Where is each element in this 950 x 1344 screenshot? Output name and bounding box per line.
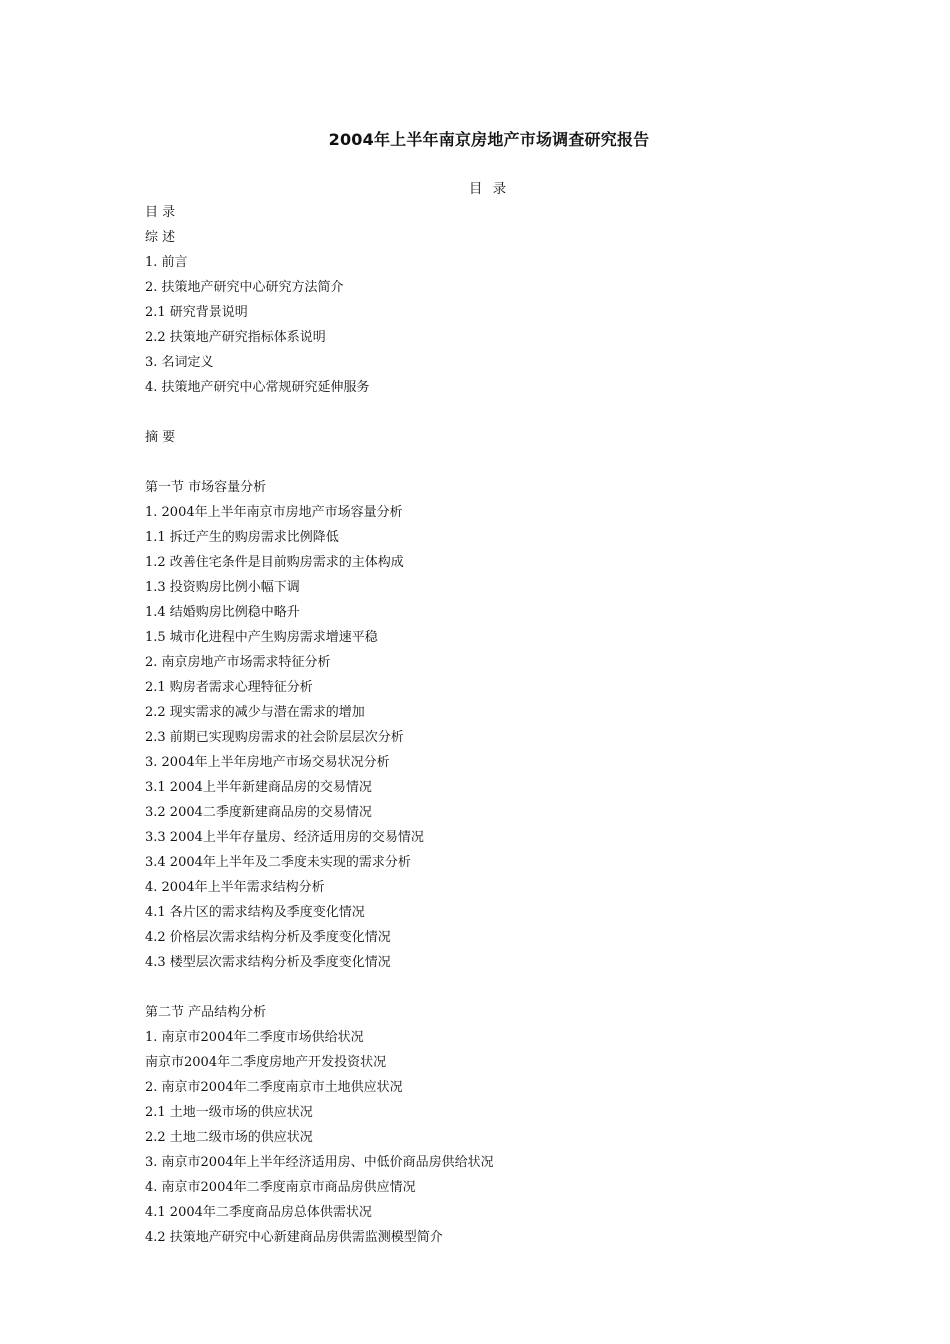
toc-line: 4.1 2004年二季度商品房总体供需状况 [145,1205,372,1220]
toc-group-summary [145,428,845,453]
toc-line: 3.2 2004二季度新建商品房的交易情况 [145,805,372,820]
toc-line: 2.1 购房者需求心理特征分析 [145,680,313,695]
toc-line: 1. 南京市2004年二季度市场供给状况 [145,1030,364,1045]
toc-line: 2.1 研究背景说明 [145,305,248,320]
toc-line: 2.2 扶策地产研究指标体系说明 [145,330,326,345]
toc-line: 摘 要 [145,430,176,445]
spacer [145,978,845,1003]
toc-group-section2 [145,1003,845,1253]
toc-line: 4. 南京市2004年二季度南京市商品房供应情况 [145,1180,416,1195]
toc-group-intro [145,203,845,403]
toc-line: 3. 2004年上半年房地产市场交易状况分析 [145,755,390,770]
toc-line: 2. 南京市2004年二季度南京市土地供应状况 [145,1080,403,1095]
toc-line: 3.3 2004上半年存量房、经济适用房的交易情况 [145,830,424,845]
toc-line: 4. 2004年上半年需求结构分析 [145,880,325,895]
toc-line: 4.2 价格层次需求结构分析及季度变化情况 [145,930,391,945]
toc-line: 1.2 改善住宅条件是目前购房需求的主体构成 [145,555,404,570]
toc-line: 3.4 2004年上半年及二季度未实现的需求分析 [145,855,411,870]
toc-line: 综 述 [145,230,176,245]
spacer [145,453,845,478]
toc-line: 2.2 现实需求的减少与潜在需求的增加 [145,705,365,720]
table-of-contents [145,203,845,1253]
toc-line: 4.2 扶策地产研究中心新建商品房供需监测模型简介 [145,1230,443,1245]
toc-line: 4.3 楼型层次需求结构分析及季度变化情况 [145,955,391,970]
toc-line: 1. 2004年上半年南京市房地产市场容量分析 [145,505,403,520]
toc-line: 1. 前言 [145,255,188,270]
toc-line: 3. 名词定义 [145,355,214,370]
toc-line: 第一节 市场容量分析 [145,480,267,495]
toc-line: 2.1 土地一级市场的供应状况 [145,1105,313,1120]
toc-heading: 目 录 [468,181,510,197]
toc-line: 1.4 结婚购房比例稳中略升 [145,605,300,620]
toc-line: 第二节 产品结构分析 [145,1005,267,1020]
toc-line: 2.3 前期已实现购房需求的社会阶层层次分析 [145,730,404,745]
toc-line: 1.5 城市化进程中产生购房需求增速平稳 [145,630,378,645]
toc-line: 2.2 土地二级市场的供应状况 [145,1130,313,1145]
document-title: 2004年上半年南京房地产市场调查研究报告 [328,130,650,149]
toc-line: 1.1 拆迁产生的购房需求比例降低 [145,530,339,545]
spacer [145,403,845,428]
toc-line: 3. 南京市2004年上半年经济适用房、中低价商品房供给状况 [145,1155,494,1170]
toc-line: 2. 扶策地产研究中心研究方法简介 [145,280,344,295]
toc-group-section1 [145,478,845,978]
toc-line: 2. 南京房地产市场需求特征分析 [145,655,331,670]
toc-line: 4. 扶策地产研究中心常规研究延伸服务 [145,380,370,395]
toc-line: 南京市2004年二季度房地产开发投资状况 [145,1055,387,1070]
toc-line: 1.3 投资购房比例小幅下调 [145,580,300,595]
toc-line: 目 录 [145,205,176,220]
toc-line: 3.1 2004上半年新建商品房的交易情况 [145,780,372,795]
toc-line: 4.1 各片区的需求结构及季度变化情况 [145,905,365,920]
